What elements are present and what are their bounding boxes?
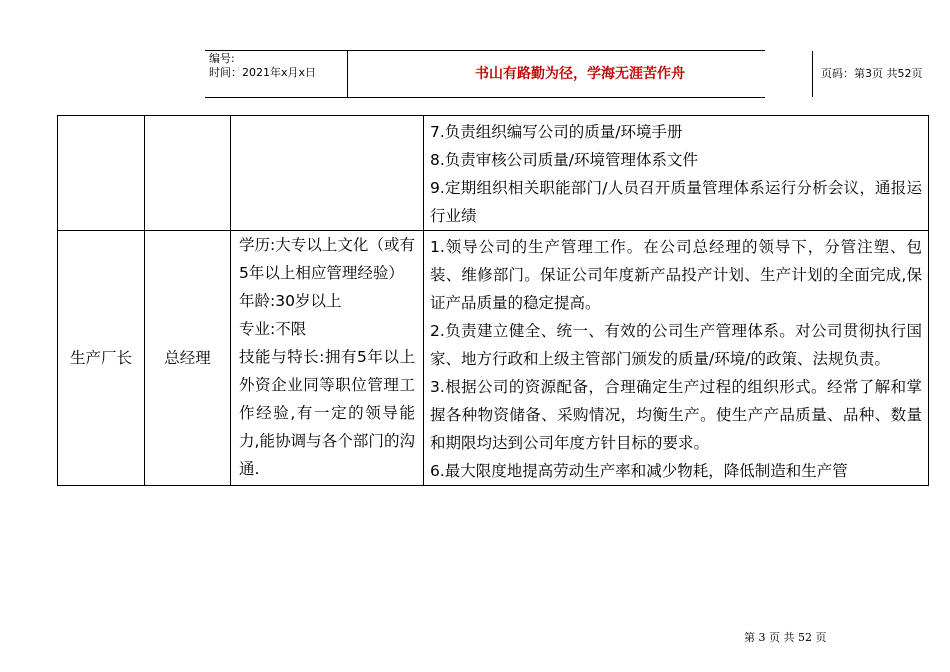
duty-item: 8.负责审核公司质量/环境管理体系文件	[430, 151, 699, 169]
job-description-table	[57, 115, 929, 486]
position-cell: 生产厂长	[58, 231, 145, 486]
requirements-cell	[231, 116, 424, 231]
header-meta	[205, 51, 347, 97]
requirement-item: 年龄:30岁以上	[239, 292, 342, 310]
superior-cell	[145, 116, 231, 231]
motto-box	[347, 51, 813, 97]
page-label: 页码：第3页 共52页	[821, 67, 923, 80]
requirement-item: 专业:不限	[239, 320, 307, 338]
table-row	[58, 116, 929, 231]
duty-item: 6.最大限度地提高劳动生产率和减少物耗，降低制造和生产管	[430, 462, 848, 480]
table-row	[58, 231, 929, 486]
page-header	[205, 50, 923, 98]
requirements-cell	[231, 231, 424, 486]
duties-cell	[424, 116, 929, 231]
superior-cell: 总经理	[145, 231, 231, 486]
time-label: 时间：2021年x月x日	[209, 66, 317, 79]
duty-item: 9.定期组织相关职能部门/人员召开质量管理体系运行分析会议，通报运行业绩	[430, 179, 922, 225]
requirement-item: 学历:大专以上文化（或有5年以上相应管理经验）	[239, 236, 415, 282]
duty-item: 3.根据公司的资源配备，合理确定生产过程的组织形式。经常了解和掌握各种物资储备、采购情况，均衡生产。使生产产品质量、品种、数量和期限均达到公司年度方针目标的要求。	[430, 378, 922, 452]
duty-item: 7.负责组织编写公司的质量/环境手册	[430, 123, 683, 141]
page-footer: 第 3 页 共 52 页	[744, 631, 827, 644]
motto-text: 书山有路勤为径，学海无涯苦作舟	[475, 66, 685, 82]
position-cell	[58, 116, 145, 231]
duty-item: 2.负责建立健全、统一、有效的公司生产管理体系。对公司贯彻执行国家、地方行政和上级主管部门颁发的质量/环境/的政策、法规负责。	[430, 322, 922, 368]
requirement-item: 技能与特长:拥有5年以上外资企业同等职位管理工作经验,有一定的领导能力,能协调与各个部门的沟通.	[239, 348, 415, 478]
code-label: 编号:	[209, 52, 235, 65]
duties-cell	[424, 231, 929, 486]
duty-item: 1.领导公司的生产管理工作。在公司总经理的领导下，分管注塑、包装、维修部门。保证公司年度新产品投产计划、生产计划的全面完成,保证产品质量的稳定提高。	[430, 238, 922, 312]
